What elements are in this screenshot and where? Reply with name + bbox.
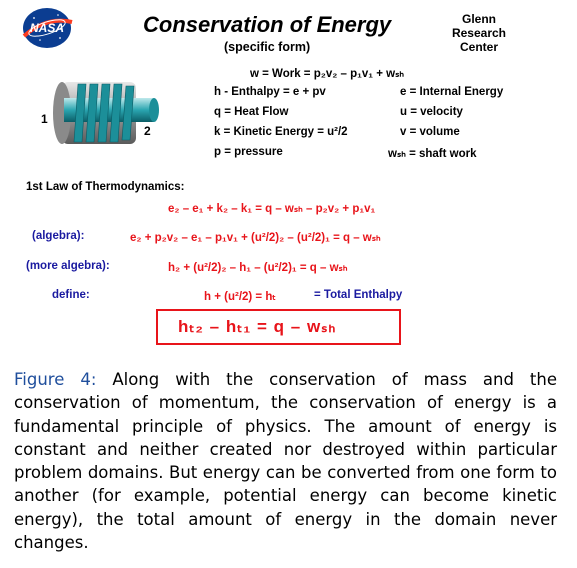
- total-enthalpy-label: = Total Enthalpy: [314, 289, 403, 301]
- center-name: Glenn Research Center: [451, 12, 507, 54]
- def-internal-energy: e = Internal Energy: [400, 86, 504, 98]
- energy-figure: [18, 4, 559, 355]
- define-label: define:: [52, 289, 90, 301]
- figure-title: Conservation of Energy: [143, 12, 392, 37]
- turbine-label-1: 1: [41, 112, 48, 126]
- def-work: w = Work = p₂v₂ – p₁v₁ + wₛₕ: [250, 68, 405, 80]
- turbine-illustration-icon: [38, 68, 168, 154]
- figure-caption: [14, 368, 557, 554]
- def-pressure: p = pressure: [214, 146, 283, 158]
- equation-1: e₂ – e₁ + k₂ – k₁ = q – wₛₕ – p₂v₂ + p₁v₁: [168, 203, 376, 215]
- algebra-label: (algebra):: [32, 230, 85, 242]
- turbine-label-2: 2: [144, 124, 151, 138]
- equation-2: e₂ + p₂v₂ – e₁ – p₁v₁ + (u²/2)₂ – (u²/2)₁ = q – wₛₕ: [130, 232, 381, 244]
- law-heading: 1st Law of Thermodynamics:: [26, 181, 185, 193]
- equation-4: h + (u²/2) = hₜ: [204, 291, 276, 303]
- nasa-logo-icon: [20, 6, 74, 50]
- more-algebra-label: (more algebra):: [26, 260, 110, 272]
- def-shaft-work: wₛₕ = shaft work: [388, 148, 477, 160]
- caption-label: Figure 4:: [14, 370, 97, 389]
- def-heat: q = Heat Flow: [214, 106, 289, 118]
- def-velocity: u = velocity: [400, 106, 463, 118]
- def-kinetic: k = Kinetic Energy = u²/2: [214, 126, 348, 138]
- nasa-logo-text: NASA: [29, 21, 65, 35]
- boxed-equation: hₜ₂ – hₜ₁ = q – wₛₕ: [178, 317, 337, 336]
- figure-subtitle: (specific form): [224, 40, 311, 54]
- equation-3: h₂ + (u²/2)₂ – h₁ – (u²/2)₁ = q – wₛₕ: [168, 262, 348, 274]
- def-volume: v = volume: [400, 126, 460, 138]
- def-enthalpy: h - Enthalpy = e + pv: [214, 86, 326, 98]
- caption-text: Along with the conservation of mass and the conservation of momentum, the conservation of energy is a fundamental principle of physics. The amount of energy is constant and neither created nor destroyed within particular problem domains. But energy can be converted from one form to another (for example, potential energy can become kinetic energy), the total amount of energy in the domain never changes.: [14, 370, 557, 553]
